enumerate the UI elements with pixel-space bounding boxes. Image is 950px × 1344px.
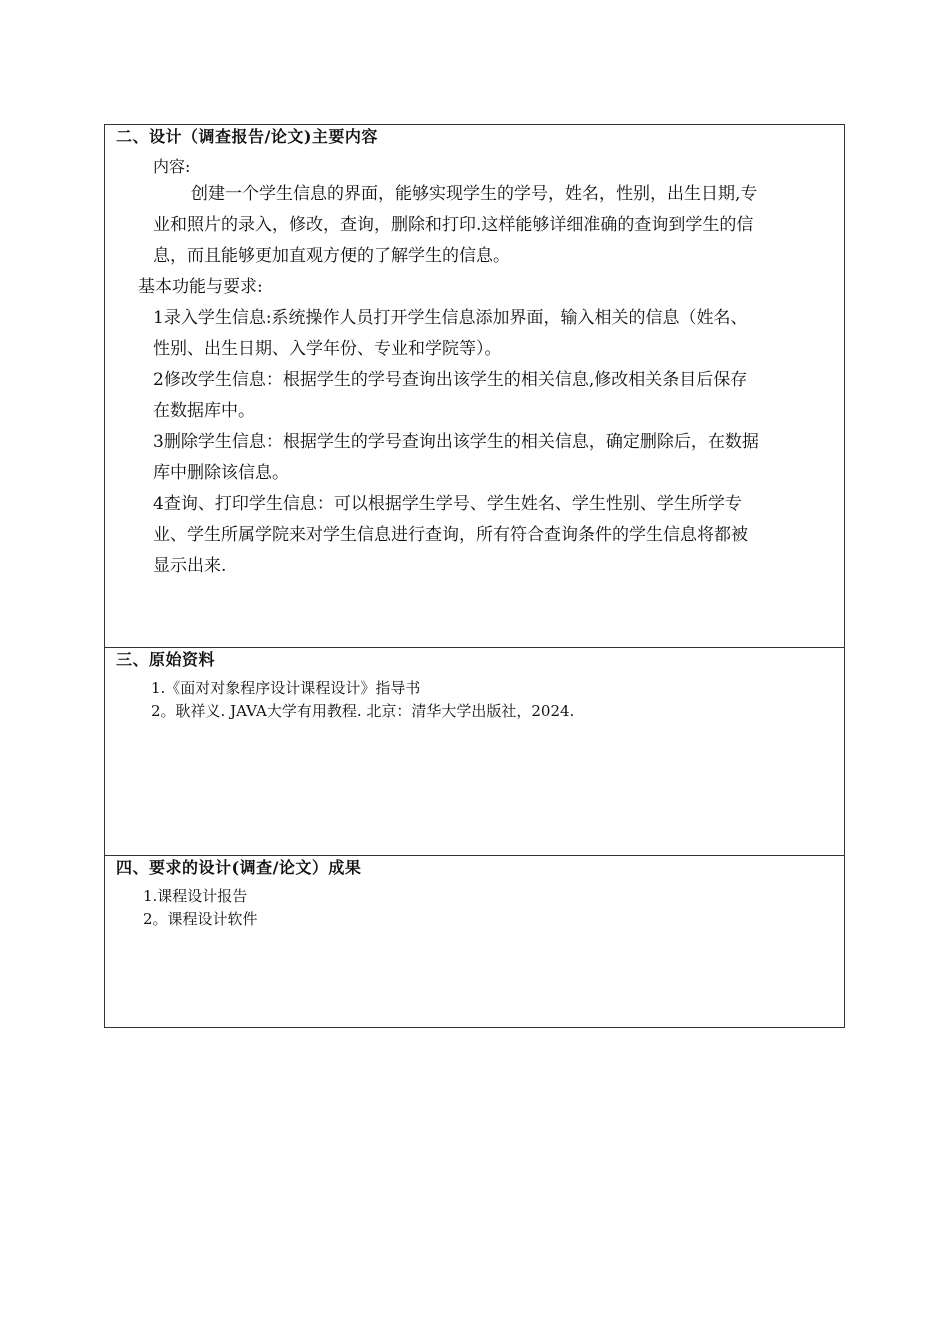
source-item: 1.《面对对象程序设计课程设计》指导书 <box>151 679 421 697</box>
requirement-line: 业、学生所属学院来对学生信息进行查询，所有符合查询条件的学生信息将都被 <box>153 525 748 545</box>
section-main-content <box>105 125 844 647</box>
section-4-title: 四、要求的设计(调查/论文）成果 <box>116 858 362 877</box>
content-line: 业和照片的录入，修改，查询，删除和打印.这样能够详细准确的查询到学生的信 <box>153 215 754 235</box>
requirement-line: 1录入学生信息:系统操作人员打开学生信息添加界面，输入相关的信息（姓名、 <box>153 308 748 328</box>
requirement-line: 在数据库中。 <box>153 401 255 421</box>
section-deliverables <box>105 855 844 1027</box>
section-2-title: 二、设计（调查报告/论文)主要内容 <box>116 127 378 146</box>
requirement-line: 显示出来. <box>153 556 227 576</box>
content-label: 内容: <box>153 157 191 176</box>
deliverable-item: 2。课程设计软件 <box>143 910 258 928</box>
requirement-line: 4查询、打印学生信息：可以根据学生学号、学生姓名、学生性别、学生所学专 <box>153 494 742 514</box>
source-item: 2。耿祥义. JAVA大学有用教程. 北京：清华大学出版社，2024. <box>151 702 575 720</box>
requirement-line: 2修改学生信息：根据学生的学号查询出该学生的相关信息,修改相关条目后保存 <box>153 370 748 390</box>
content-line: 息，而且能够更加直观方便的了解学生的信息。 <box>153 246 510 266</box>
requirement-line: 性别、出生日期、入学年份、专业和学院等）。 <box>153 339 502 359</box>
section-3-title: 三、原始资料 <box>116 650 216 669</box>
requirement-line: 库中删除该信息。 <box>153 463 289 483</box>
deliverable-item: 1.课程设计报告 <box>143 887 248 905</box>
requirements-label: 基本功能与要求: <box>138 277 263 297</box>
section-source-materials <box>105 647 844 855</box>
requirement-line: 3删除学生信息：根据学生的学号查询出该学生的相关信息，确定删除后，在数据 <box>153 432 759 452</box>
task-table <box>104 124 845 1028</box>
content-line: 创建一个学生信息的界面，能够实现学生的学号，姓名，性别，出生日期,专 <box>191 184 758 204</box>
